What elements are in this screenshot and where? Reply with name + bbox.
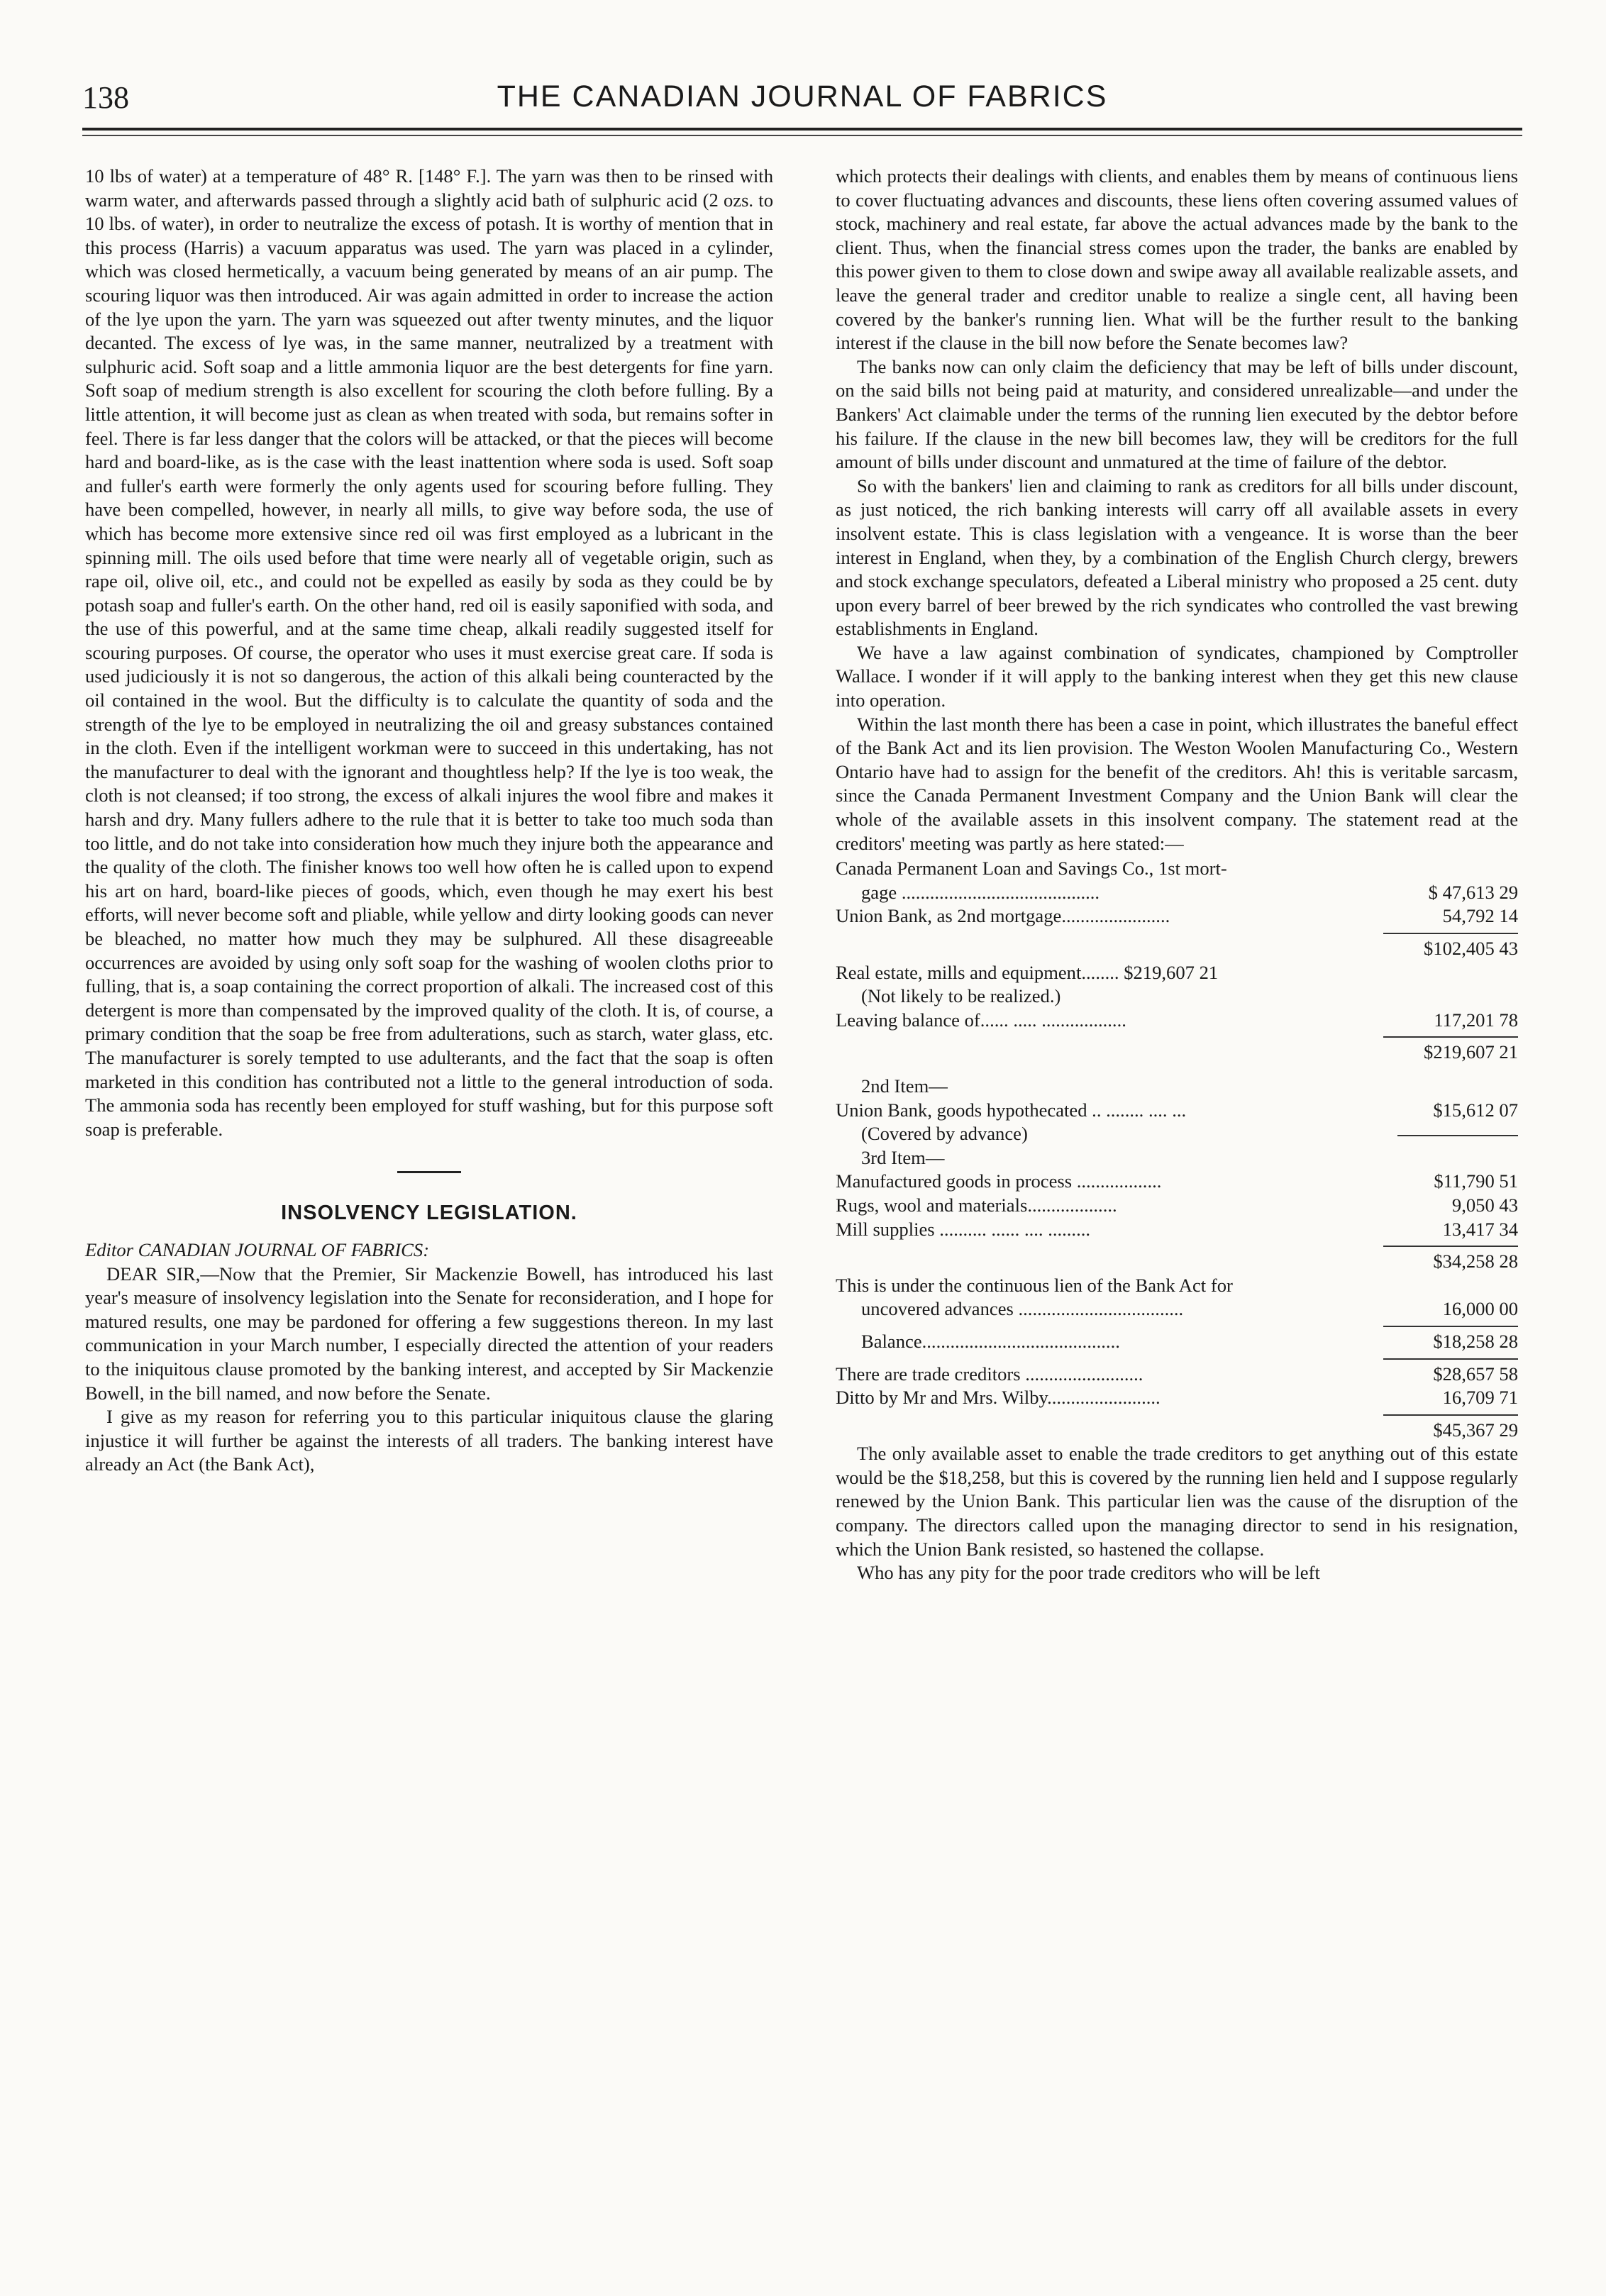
- row-label: Leaving balance of...... ..... ..................: [836, 1009, 1126, 1031]
- statement-row: [836, 1122, 1518, 1146]
- row-label: Union Bank, as 2nd mortgage.......................: [836, 905, 1170, 927]
- statement-row: [836, 1363, 1518, 1387]
- row-total: $34,258 28: [1433, 1250, 1518, 1272]
- statement-row: [836, 1250, 1518, 1274]
- subtotal-rule: [1383, 1036, 1518, 1038]
- paragraph: Who has any pity for the poor trade creditors who will be left: [857, 1562, 1320, 1584]
- paragraph: The banks now can only claim the deficiency that may be left of bills under discount, on the said bills not being paid at maturity, and considered unrealizable—and under the Bankers' Act claimable under the terms of the running lien executed by the debtor before his failure. If the clause in the new bill becomes law, they will be creditors for the full amount of bills under discount and unmatured at the time of failure of the debtor.: [836, 355, 1518, 473]
- statement-line: This is under the continuous lien of the Bank Act for: [836, 1274, 1233, 1296]
- row-amount: 117,201 78: [1434, 1009, 1518, 1031]
- statement-row: [836, 1419, 1518, 1443]
- statement-row: [836, 1297, 1518, 1321]
- row-total: $45,367 29: [1433, 1419, 1518, 1441]
- statement-heading: 3rd Item—: [861, 1146, 945, 1168]
- row-amount: 13,417 34: [1442, 1218, 1518, 1240]
- paragraph: 10 lbs of water) at a temperature of 48° R. [148° F.]. The yarn was then to be rinsed with warm water, and afterwards passed through a slightly acid bath of sulphuric acid (2 ozs. to 10 lbs. of water), in order to neutralize the excess of potash. It is worthy of mention that in this process (Harris) a vacuum apparatus was used. The yarn was placed in a cylinder, which was closed hermetically, a vacuum being generated by means of an air pump. The scouring liquor was then introduced. Air was again admitted in order to increase the action of the lye upon the yarn. The yarn was squeezed out after twenty minutes, and the liquor decanted. The excess of lye was, in the same manner, neutralized by a treatment with sulphuric acid. Soft soap and a little ammonia liquor are the best detergents for fine yarn. Soft soap of medium strength is also excellent for scouring the cloth before fulling. By a little attention, it will become just as clean as when treated with soda, but remains softer in feel. There is far less danger that the colors will be attacked, or that the pieces will become hard and board-like, as is the case with the least inattention where soda is used. Soft soap and fuller's earth were formerly the only agents used for scouring before fulling. They have been compelled, however, in nearly all mills, to give way before soda, the use of which has become more extensive since red oil was first employed as a lubricant in the spinning mill. The oils used before that time were nearly all of vegetable origin, such as rape oil, olive oil, etc., and could not be expelled as easily by soda as they could be by potash soap and fuller's earth. On the other hand, red oil is easily saponified with soda, and the use of this powerful, and at the same time cheap, alkali readily suggested itself for scouring purposes. Of course, the operator who uses it must exercise great care. If soda is used judiciously it is not so dangerous, the action of this alkali being counteracted by the oil contained in the wool. But the difficulty is to calculate the quantity of soda and the strength of the lye to be employed in neutralizing the oil and greasy substances contained in the cloth. Even if the intelligent workman were to succeed in this undertaking, has not the manufacturer to deal with the ignorant and thoughtless help? If the lye is too weak, the cloth is not cleansed; if too strong, the excess of alkali injures the wool fibre and makes it harsh and dry. Many fullers adhere to the rule that it is better to take too much soda than too little, and do not take into consideration how much they injure both the appearance and the quality of the cloth. The finisher knows too well how often he is called upon to expend his art on hard, board-like pieces of goods, which, even though he may exert his best efforts, will never become soft and pliable, while yellow and dirty looking goods can never be bleached, no matter how much they may be sulphured. All these disagreeable occurrences are avoided by using only soft soap for the washing of woolen cloths prior to fulling, that is, a soap containing the correct proportion of alkali. The increased cost of this detergent is more than compensated by the improved quality of the cloth. It is, of course, a primary condition that the soap be free from adulterations, such as starch, water glass, etc. The manufacturer is sorely tempted to use adulterants, and the fact that the soap is often marketed in this condition has contributed not a little to the general introduction of soda. The ammonia soda has recently been employed for stuff washing, but for this purpose soft soap is preferable.: [85, 165, 773, 1140]
- statement-row: [836, 1041, 1518, 1065]
- journal-title: THE CANADIAN JOURNAL OF FABRICS: [497, 79, 1108, 113]
- financial-statement: [836, 857, 1518, 1442]
- row-amount: 16,709 71: [1442, 1387, 1518, 1409]
- statement-row: [836, 881, 1518, 905]
- left-column: [85, 165, 773, 1477]
- letter-address: Editor CANADIAN JOURNAL OF FABRICS:: [85, 1238, 430, 1260]
- row-label: Manufactured goods in process ..................: [836, 1170, 1162, 1192]
- statement-row: [836, 1099, 1518, 1123]
- paragraph: DEAR SIR,—Now that the Premier, Sir Mackenzie Bowell, has introduced his last year's measure of insolvency legislation into the Senate for reconsideration, and I hope for matured results, one may be pardoned for offering a few suggestions thereon. In my last communication in your March number, I especially directed the attention of your readers to the iniquitous clause promoted by the banking interest, and accepted by Sir Mackenzie Bowell, in the bill named, and now before the Senate.: [85, 1263, 773, 1404]
- row-total: $102,405 43: [1424, 938, 1518, 959]
- row-amount: 16,000 00: [1442, 1298, 1518, 1320]
- row-total: $219,607 21: [1424, 1041, 1518, 1063]
- row-amount: $15,612 07: [1433, 1099, 1518, 1121]
- paragraph: Within the last month there has been a case in point, which illustrates the baneful effect of the Bank Act and its lien provision. The Weston Woolen Manufacturing Co., Western Ontario have had to assign for the benefit of the creditors. Ah! this is veritable sarcasm, since the Canada Permanent Investment Company and the Union Bank will clear the whole of the available assets in this insolvent company. The statement read at the creditors' meeting was partly as here stated:—: [836, 713, 1518, 854]
- header-rule-thick: [82, 128, 1522, 131]
- subtotal-rule: [1383, 1414, 1518, 1416]
- row-label: uncovered advances ...................................: [861, 1298, 1184, 1320]
- statement-row: [836, 1330, 1518, 1354]
- row-label: Union Bank, goods hypothecated .. ........ .... ...: [836, 1099, 1187, 1121]
- paragraph: So with the bankers' lien and claiming to rank as creditors for all bills under discount, as just noticed, the rich banking interests will carry off all available assets in every insolvent estate. This is class legislation with a vengeance. It is worse than the beer interest in England, when they, by a combination of the English Church clergy, brewers and stock exchange speculators, defeated a Liberal ministry who proposed a 25 cent. duty upon every barrel of beer brewed by the rich syndicates who controlled the vast brewing establishments in England.: [836, 475, 1518, 640]
- right-column: [836, 165, 1518, 1585]
- subtotal-rule: [1383, 1358, 1518, 1360]
- statement-row: [836, 1009, 1518, 1033]
- row-amount: $28,657 58: [1433, 1363, 1518, 1385]
- paragraph: I give as my reason for referring you to this particular iniquitous clause the glaring injustice it will further be against the interests of all traders. The banking interest have already an Act (the Bank Act),: [85, 1406, 773, 1475]
- statement-row: [836, 1194, 1518, 1218]
- section-title: INSOLVENCY LEGISLATION.: [281, 1202, 577, 1225]
- row-label: Balance..........................................: [861, 1330, 1120, 1352]
- row-label: Mill supplies .......... ...... .... .........: [836, 1218, 1091, 1240]
- row-label: Rugs, wool and materials...................: [836, 1194, 1117, 1216]
- row-label: gage ..........................................: [861, 881, 1100, 903]
- row-label: Real estate, mills and equipment........ $219,607 21: [836, 961, 1219, 983]
- subtotal-rule: [1383, 1246, 1518, 1247]
- statement-note: (Covered by advance): [861, 1123, 1028, 1145]
- statement-heading: 2nd Item—: [861, 1075, 948, 1097]
- paragraph: We have a law against combination of syndicates, championed by Comptroller Wallace. I wonder if it will apply to the banking interest when they get this new clause into operation.: [836, 641, 1518, 711]
- statement-note: (Not likely to be realized.): [861, 985, 1061, 1007]
- statement-line: Canada Permanent Loan and Savings Co., 1st mort-: [836, 858, 1227, 880]
- statement-row: [836, 1218, 1518, 1242]
- row-amount: 9,050 43: [1451, 1194, 1518, 1216]
- page-header: [82, 79, 1522, 122]
- subtotal-rule: [1383, 933, 1518, 934]
- row-label: There are trade creditors .........................: [836, 1363, 1143, 1385]
- paragraph: The only available asset to enable the trade creditors to get anything out of this estate would be the $18,258, but this is covered by the running lien held and I suppose regularly renewed by the Union Bank. This particular lien was the cause of the disruption of the company. The directors called upon the managing director to send in his resignation, which the Union Bank resisted, so hastened the collapse.: [836, 1443, 1518, 1560]
- statement-row: [836, 937, 1518, 961]
- row-total: $18,258 28: [1433, 1330, 1518, 1352]
- statement-row: [836, 1170, 1518, 1194]
- row-amount: $11,790 51: [1434, 1170, 1518, 1192]
- header-rule-thin: [82, 135, 1522, 136]
- row-label: Ditto by Mr and Mrs. Wilby........................: [836, 1387, 1161, 1409]
- row-amount: $ 47,613 29: [1428, 881, 1518, 903]
- statement-row: [836, 961, 1518, 985]
- subtotal-rule: [1383, 1326, 1518, 1327]
- row-amount: 54,792 14: [1442, 905, 1518, 927]
- page-number: 138: [82, 80, 129, 115]
- section-divider: [397, 1171, 461, 1173]
- paragraph: which protects their dealings with clients, and enables them by means of continuous liens to cover fluctuating advances and discounts, these liens often covering assumed values of stock, machinery and real estate, far above the actual advances made by the bank to the client. Thus, when the financial stress comes upon the trader, the banks are enabled by this power given to them to close down and swipe away all available realizable assets, and leave the general trader and creditor unable to realize a single cent, all having been covered by the banker's running lien. What will be the further result to the banking interest if the clause in the bill now before the Senate becomes law?: [836, 165, 1518, 354]
- statement-row: [836, 1386, 1518, 1410]
- statement-row: [836, 904, 1518, 928]
